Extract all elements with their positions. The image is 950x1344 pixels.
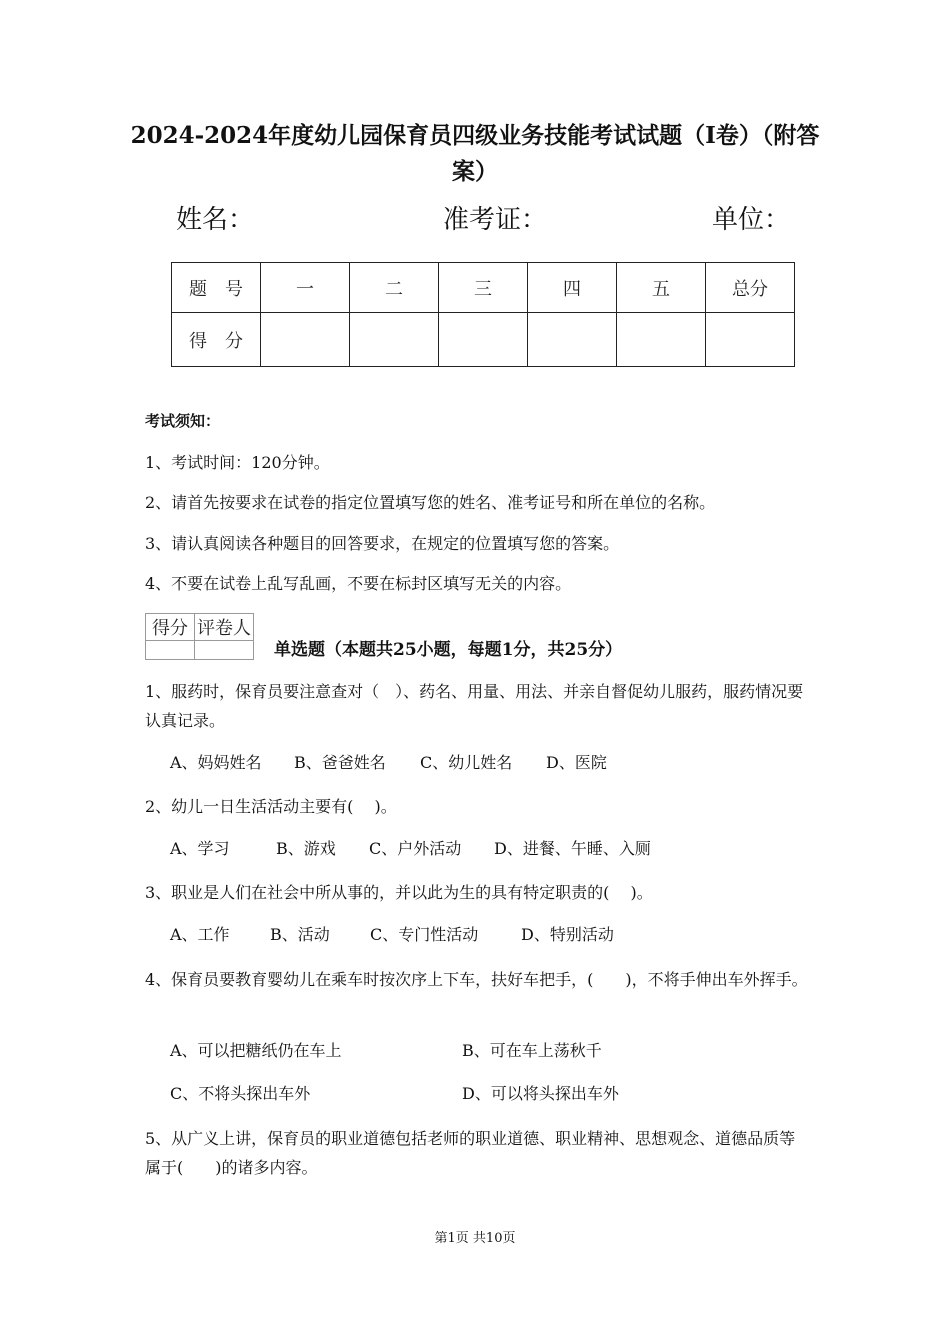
notice-title: 考试须知： xyxy=(145,412,221,430)
score-blank-cell xyxy=(439,313,528,367)
score-blank-cell xyxy=(528,313,617,367)
question-4-option-c: C、不将头探出车外 xyxy=(170,1084,311,1103)
score-table-cell: 题 号 xyxy=(172,263,261,313)
name-field-label: 姓名： xyxy=(176,205,255,235)
notice-item: 4、不要在试卷上乱写乱画，不要在标封区填写无关的内容。 xyxy=(145,574,572,593)
unit-field-label: 单位： xyxy=(712,205,791,235)
score-table-header-row xyxy=(172,263,795,313)
question-3-option-d: D、特别活动 xyxy=(521,925,614,944)
question-1-option-a: A、妈妈姓名 xyxy=(170,753,262,772)
score-table-cell: 总分 xyxy=(706,263,795,313)
question-4-option-a: A、可以把糖纸仍在车上 xyxy=(170,1041,342,1060)
score-table-cell: 二 xyxy=(350,263,439,313)
grader-box xyxy=(145,613,254,660)
score-blank-cell xyxy=(261,313,350,367)
question-3-option-a: A、工作 xyxy=(170,925,230,944)
score-table-cell: 一 xyxy=(261,263,350,313)
exam-title: 2024-2024年度幼儿园保育员四级业务技能考试试题（I卷）（附答案） xyxy=(130,122,820,185)
score-blank-cell xyxy=(617,313,706,367)
question-1-option-d: D、医院 xyxy=(546,753,607,772)
section-title: 单选题（本题共25小题，每题1分，共25分） xyxy=(274,640,623,660)
question-1-option-b: B、爸爸姓名 xyxy=(294,753,386,772)
score-table-cell: 三 xyxy=(439,263,528,313)
grader-score-label: 得分 xyxy=(146,614,195,641)
grader-score-blank xyxy=(146,641,195,660)
score-table-cell: 得 分 xyxy=(172,313,261,367)
question-4-option-b: B、可在车上荡秋千 xyxy=(462,1041,602,1060)
question-3-option-b: B、活动 xyxy=(270,925,330,944)
notice-item: 3、请认真阅读各种题目的回答要求，在规定的位置填写您的答案。 xyxy=(145,534,620,553)
notice-item: 2、请首先按要求在试卷的指定位置填写您的姓名、准考证号和所在单位的名称。 xyxy=(145,493,716,512)
question-1: 1、服药时，保育员要注意查对（ ）、药名、用量、用法、并亲自督促幼儿服药，服药情况要认真记录。 xyxy=(145,682,804,730)
question-2: 2、幼儿一日生活活动主要有( )。 xyxy=(145,797,397,816)
question-4-option-d: D、可以将头探出车外 xyxy=(462,1084,619,1103)
score-table-cell: 四 xyxy=(528,263,617,313)
notice-item: 1、考试时间：120分钟。 xyxy=(145,453,330,472)
question-4: 4、保育员要教育婴幼儿在乘车时按次序上下车，扶好车把手，( )，不将手伸出车外挥手。 xyxy=(145,970,808,989)
question-2-option-b: B、游戏 xyxy=(276,839,336,858)
question-2-option-a: A、学习 xyxy=(170,839,230,858)
question-2-option-c: C、户外活动 xyxy=(369,839,462,858)
question-3: 3、职业是人们在社会中所从事的，并以此为生的具有特定职责的( )。 xyxy=(145,883,653,902)
page-footer: 第1页 共10页 xyxy=(434,1231,516,1246)
exam-number-field-label: 准考证： xyxy=(443,205,548,235)
grader-name-blank xyxy=(195,641,254,660)
score-blank-cell xyxy=(706,313,795,367)
score-table xyxy=(171,262,795,367)
score-table-cell: 五 xyxy=(617,263,706,313)
question-3-option-c: C、专门性活动 xyxy=(370,925,479,944)
question-5: 5、从广义上讲，保育员的职业道德包括老师的职业道德、职业精神、思想观念、道德品质等属于( )的诸多内容。 xyxy=(145,1129,796,1177)
score-table-score-row xyxy=(172,313,795,367)
question-2-option-d: D、进餐、午睡、入厕 xyxy=(494,839,651,858)
score-blank-cell xyxy=(350,313,439,367)
question-1-option-c: C、幼儿姓名 xyxy=(420,753,513,772)
grader-name-label: 评卷人 xyxy=(195,614,254,641)
